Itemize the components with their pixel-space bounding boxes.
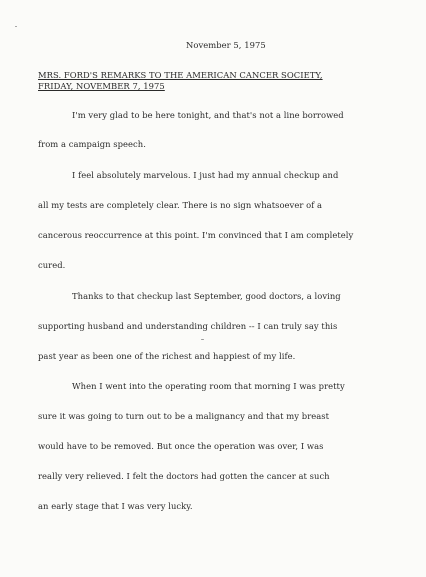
body-line-8: supporting husband and understanding children -- I can truly say this <box>38 321 338 331</box>
body-line-9: past year as been one of the richest and happiest of my life. <box>38 351 296 361</box>
body-line-2: from a campaign speech. <box>38 139 146 149</box>
scan-speck <box>15 26 17 27</box>
document-date: November 5, 1975 <box>186 40 266 50</box>
body-line-11: sure it was going to turn out to be a malignancy and that my breast <box>38 411 330 421</box>
body-line-4: all my tests are completely clear. There is no sign whatsoever of a <box>38 200 323 210</box>
body-line-7: Thanks to that checkup last September, good doctors, a loving <box>72 291 341 301</box>
document-heading-line-1: MRS. FORD'S REMARKS TO THE AMERICAN CANCER SOCIETY, <box>38 70 323 80</box>
body-line-6: cured. <box>38 260 66 270</box>
body-line-14: an early stage that I was very lucky. <box>38 501 193 511</box>
document-heading-line-2: FRIDAY, NOVEMBER 7, 1975 <box>38 81 165 91</box>
body-line-1: I'm very glad to be here tonight, and that's not a line borrowed <box>72 110 344 120</box>
body-line-10: When I went into the operating room that morning I was pretty <box>72 381 345 391</box>
body-line-3: I feel absolutely marvelous. I just had my annual checkup and <box>72 170 339 180</box>
body-line-13: really very relieved. I felt the doctors had gotten the cancer at such <box>38 471 330 481</box>
body-line-5: cancerous reoccurrence at this point. I'm convinced that I am completely <box>38 230 354 240</box>
scan-speck <box>201 339 204 340</box>
body-line-12: would have to be removed. But once the operation was over, I was <box>38 441 324 451</box>
